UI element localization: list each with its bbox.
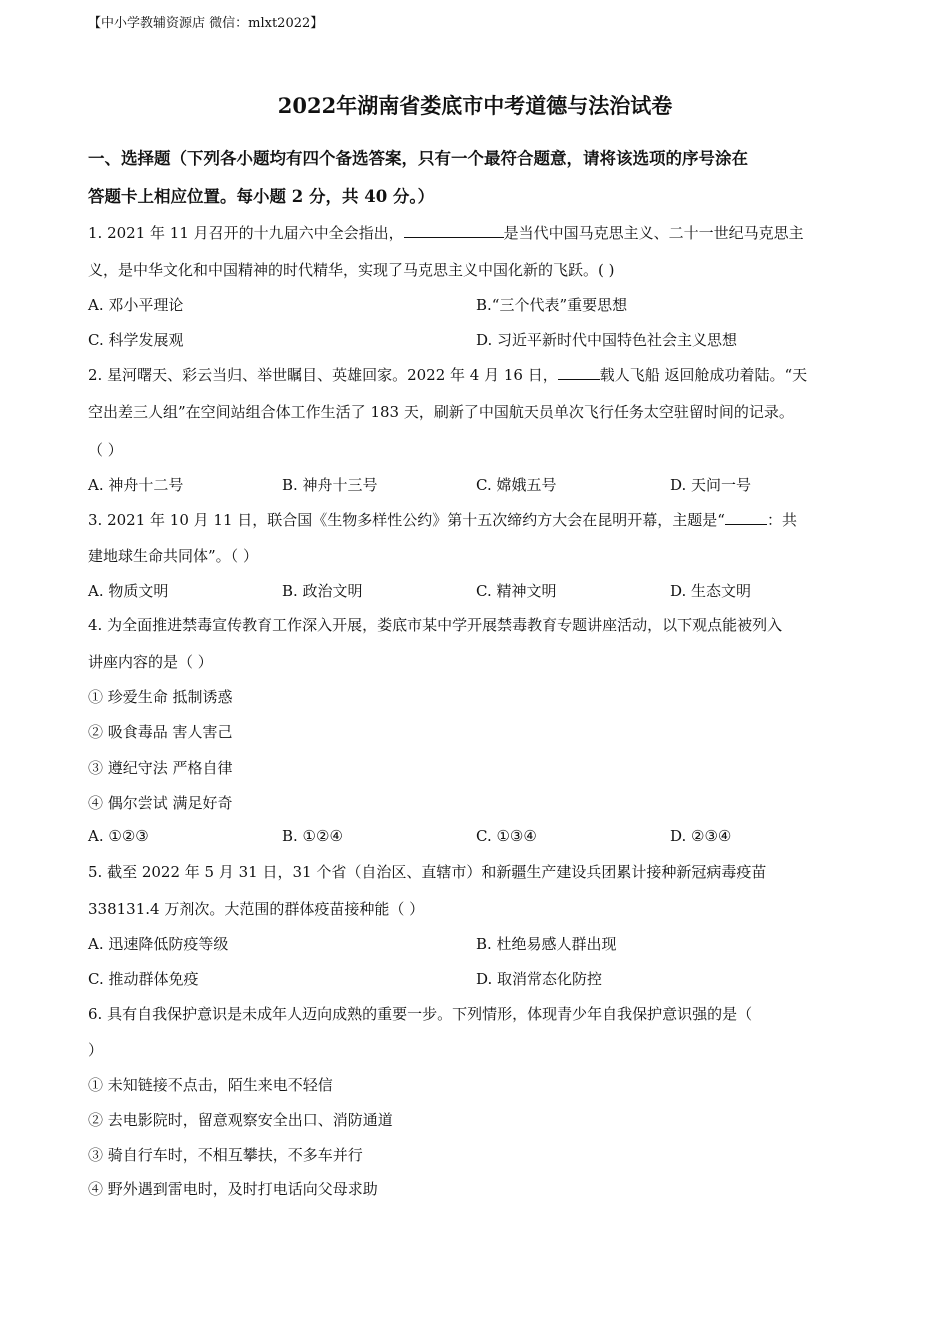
q2-text-pre: 2. 星河曙天、彩云当归、举世瞩目、英雄回家。2022 年 4 月 16 日，	[88, 366, 558, 384]
q5-line1: 5. 截至 2022 年 5 月 31 日，31 个省（自治区、直辖市）和新疆生产建设兵团累计接种新冠病毒疫苗	[88, 863, 767, 881]
header-note: 【中小学教辅资源店 微信：mlxt2022】	[88, 16, 324, 31]
q4-option-d: D. ②③④	[670, 827, 732, 845]
section-heading-line1: 一、选择题（下列各小题均有四个备选答案，只有一个最符合题意，请将该选项的序号涂在	[88, 149, 748, 168]
q1-option-d: D. 习近平新时代中国特色社会主义思想	[476, 331, 738, 349]
q2-line2: 空出差三人组”在空间站组合体工作生活了 183 天，刷新了中国航天员单次飞行任务太空驻留时间的记录。	[88, 403, 794, 421]
q5-line2: 338131.4 万剂次。大范围的群体疫苗接种能（ ）	[88, 900, 425, 918]
q5-option-a: A. 迅速降低防疫等级	[88, 935, 229, 953]
q5-option-c: C. 推动群体免疫	[88, 970, 199, 988]
q1-text-pre: 1. 2021 年 11 月召开的十九届六中全会指出，	[88, 224, 404, 242]
q4-statement-2: ② 吸食毒品 害人害己	[88, 723, 233, 741]
q4-statement-3: ③ 遵纪守法 严格自律	[88, 759, 233, 777]
q2-option-a: A. 神舟十二号	[88, 476, 184, 494]
q3-text-post: ：共	[766, 511, 797, 529]
q3-line1	[88, 509, 797, 530]
q2-option-b: B. 神舟十三号	[282, 476, 378, 494]
q2-option-d: D. 天问一号	[670, 476, 752, 494]
q2-line3: （ ）	[88, 441, 123, 459]
q5-option-d: D. 取消常态化防控	[476, 970, 603, 988]
q2-option-c: C. 嫦娥五号	[476, 476, 557, 494]
q6-line1: 6. 具有自我保护意识是未成年人迈向成熟的重要一步。下列情形，体现青少年自我保护意识强的是（	[88, 1005, 753, 1023]
q4-statement-1: ① 珍爱生命 抵制诱惑	[88, 688, 233, 706]
q2-blank	[558, 365, 600, 380]
q3-blank	[725, 510, 767, 525]
q6-statement-1: ① 未知链接不点击，陌生来电不轻信	[88, 1076, 333, 1094]
q1-line2: 义，是中华文化和中国精神的时代精华，实现了马克思主义中国化新的飞跃。( )	[88, 261, 615, 279]
q3-option-c: C. 精神文明	[476, 582, 557, 600]
section-heading-line2: 答题卡上相应位置。每小题 2 分，共 40 分。）	[88, 187, 435, 206]
q3-option-b: B. 政治文明	[282, 582, 363, 600]
q2-text-post: 载人飞船 返回舱成功着陆。“天	[599, 366, 808, 384]
q1-option-b: B.“三个代表”重要思想	[476, 296, 628, 314]
q4-line1: 4. 为全面推进禁毒宣传教育工作深入开展，娄底市某中学开展禁毒教育专题讲座活动，以下观点能被列入	[88, 616, 783, 634]
q6-statement-4: ④ 野外遇到雷电时，及时打电话向父母求助	[88, 1180, 378, 1198]
q5-option-b: B. 杜绝易感人群出现	[476, 935, 617, 953]
page-title: 2022年湖南省娄底市中考道德与法治试卷	[277, 93, 673, 118]
q4-option-c: C. ①③④	[476, 827, 537, 845]
q6-statement-2: ② 去电影院时，留意观察安全出口、消防通道	[88, 1111, 393, 1129]
q3-text-pre: 3. 2021 年 10 月 11 日，联合国《生物多样性公约》第十五次缔约方大会在昆明开幕，主题是“	[88, 511, 725, 529]
q3-option-d: D. 生态文明	[670, 582, 752, 600]
q4-option-a: A. ①②③	[88, 827, 149, 845]
q4-statement-4: ④ 偶尔尝试 满足好奇	[88, 794, 233, 812]
q1-text-post: 是当代中国马克思主义、二十一世纪马克思主	[503, 224, 804, 242]
q6-statement-3: ③ 骑自行车时，不相互攀扶，不多车并行	[88, 1146, 363, 1164]
q4-option-b: B. ①②④	[282, 827, 343, 845]
section-heading	[88, 140, 868, 216]
q6-line2: ）	[88, 1041, 104, 1059]
q4-line2: 讲座内容的是（ ）	[88, 653, 213, 671]
q3-line2: 建地球生命共同体”。（ ）	[88, 547, 258, 565]
q2-line1	[88, 364, 807, 385]
q3-option-a: A. 物质文明	[88, 582, 169, 600]
q1-option-a: A. 邓小平理论	[88, 296, 184, 314]
q1-line1	[88, 222, 804, 243]
q1-option-c: C. 科学发展观	[88, 331, 184, 349]
q1-blank	[404, 223, 504, 238]
